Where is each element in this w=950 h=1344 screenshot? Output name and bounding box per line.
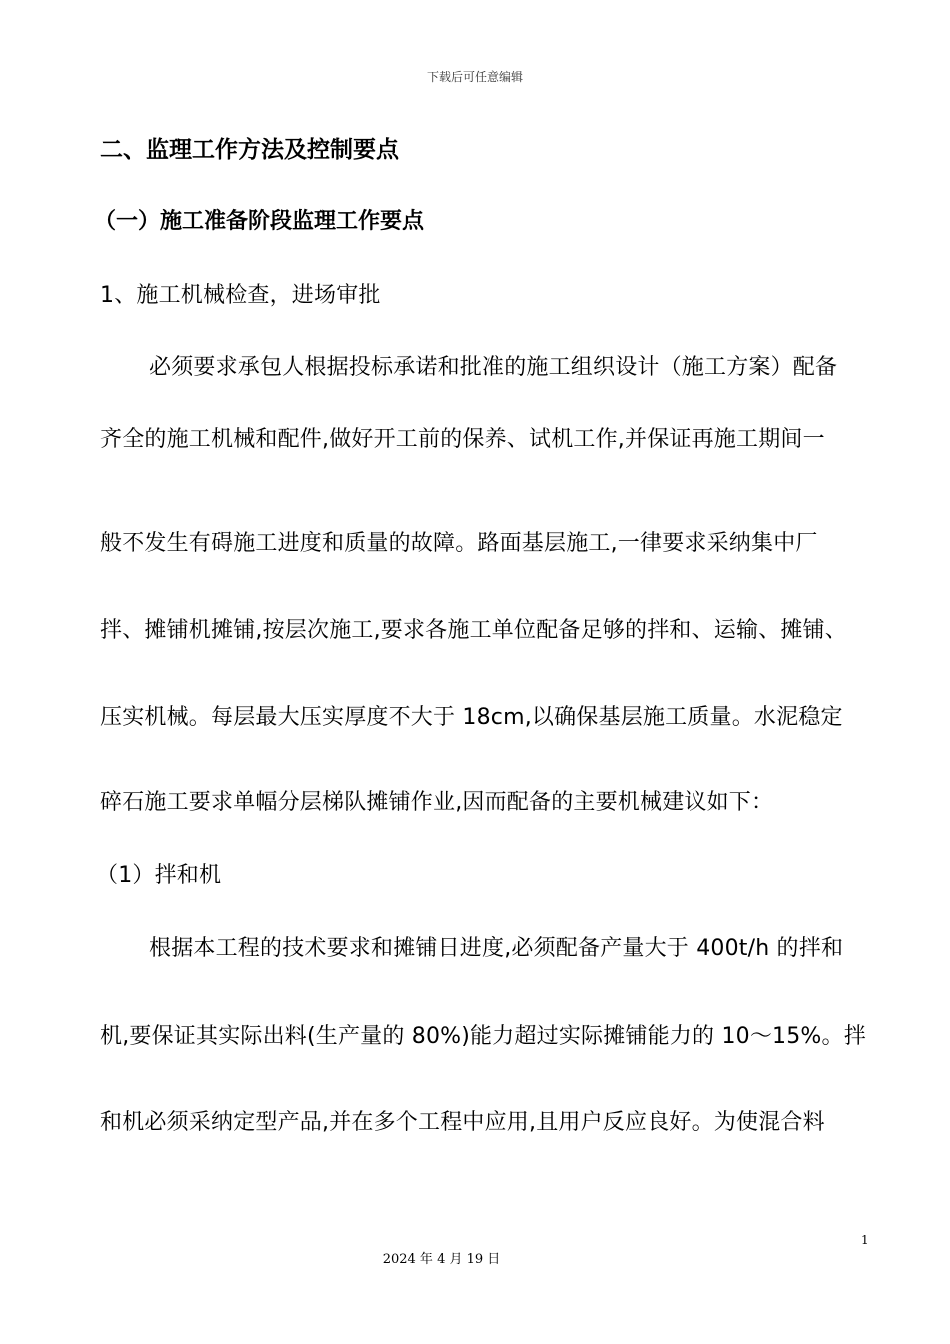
paragraph-2-line-2: 机,要保证其实际出料(生产量的 80%)能力超过实际摊铺能力的 10～15%。拌 (100, 1024, 866, 1049)
paragraph-2-line-3: 和机必须采纳定型产品,并在多个工程中应用,且用户反应良好。为使混合料 (100, 1110, 825, 1135)
heading-main: 二、监理工作方法及控制要点 (100, 137, 399, 163)
item-1-title: 1、施工机械检查，进场审批 (100, 283, 381, 308)
paragraph-1-line-4: 拌、摊铺机摊铺,按层次施工,要求各施工单位配备足够的拌和、运输、摊铺、 (100, 618, 847, 643)
paragraph-1-line-6: 碎石施工要求单幅分层梯队摊铺作业,因而配备的主要机械建议如下： (100, 790, 774, 815)
paragraph-1-line-5: 压实机械。每层最大压实厚度不大于 18cm,以确保基层施工质量。水泥稳定 (100, 705, 843, 730)
heading-sub: （一）施工准备阶段监理工作要点 (94, 209, 425, 234)
paragraph-2-line-1: 根据本工程的技术要求和摊铺日进度,必须配备产量大于 400t/h 的拌和 (149, 936, 844, 961)
sub-item-1-title: （1）拌和机 (96, 863, 222, 888)
footer-date: 2024 年 4 月 19 日 (382, 1252, 501, 1267)
header-note: 下载后可任意编辑 (426, 70, 523, 84)
paragraph-1-line-2: 齐全的施工机械和配件,做好开工前的保养、试机工作,并保证再施工期间一 (100, 427, 825, 452)
page-number: 1 (861, 1233, 869, 1247)
paragraph-1-line-1: 必须要求承包人根据投标承诺和批准的施工组织设计（施工方案）配备 (149, 355, 838, 380)
paragraph-1-line-3: 般不发生有碍施工进度和质量的故障。路面基层施工,一律要求采纳集中厂 (100, 531, 818, 556)
